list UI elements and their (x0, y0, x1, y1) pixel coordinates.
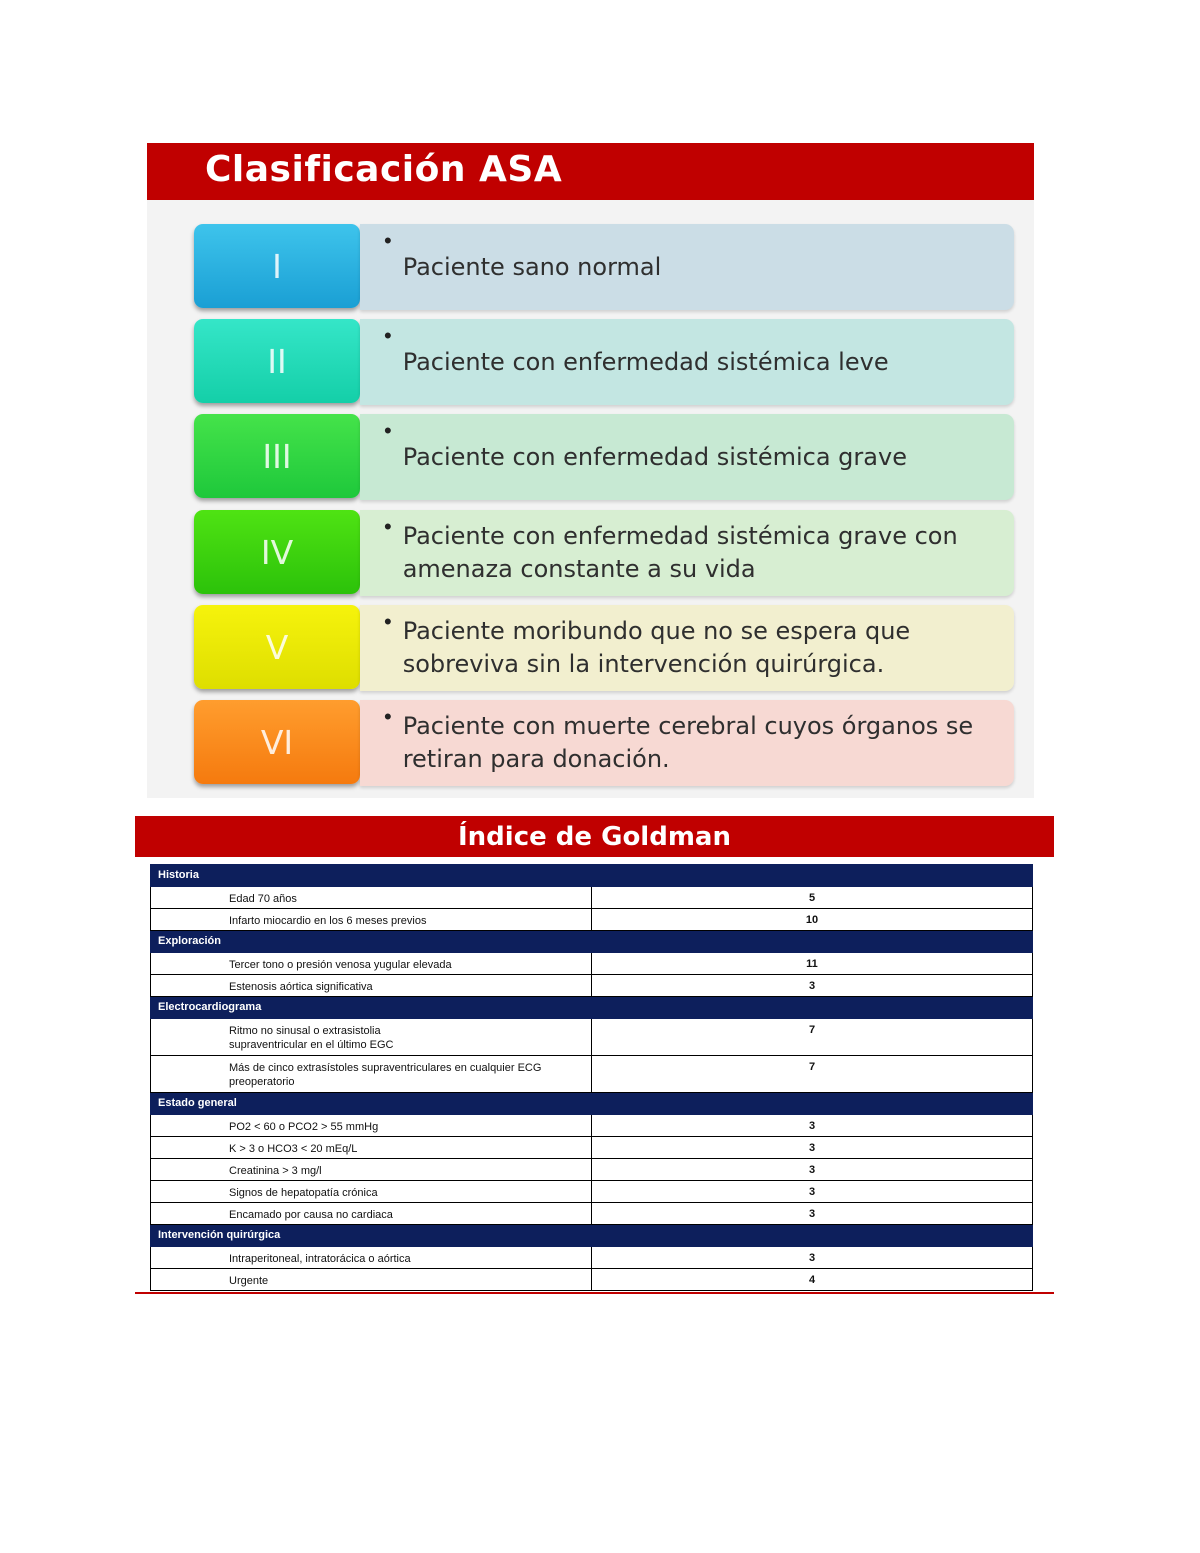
criterion-points: 11 (592, 953, 1033, 975)
criterion-label: Edad 70 años (151, 887, 592, 909)
asa-class-description-box (360, 700, 1014, 786)
asa-class-row (194, 508, 1016, 596)
criterion-label: Creatinina > 3 mg/l (151, 1159, 592, 1181)
asa-class-description: Paciente con enfermedad sistémica grave (402, 442, 907, 471)
goldman-title-banner (135, 816, 1054, 857)
asa-class-badge: VI (194, 700, 360, 784)
asa-class-description-box (360, 224, 1014, 310)
asa-class-description: Paciente con muerte cerebral cuyos órganos se retiran para donación. (402, 712, 974, 773)
section-name: Exploración (151, 931, 592, 953)
goldman-table (150, 864, 1033, 1291)
table-section-header (151, 865, 1033, 887)
table-row (151, 1137, 1033, 1159)
table-row (151, 1019, 1033, 1056)
table-row (151, 1181, 1033, 1203)
table-row (151, 953, 1033, 975)
asa-class-description: Paciente moribundo que no se espera que sobreviva sin la intervención quirúrgica. (402, 617, 911, 678)
criterion-label: Urgente (151, 1269, 592, 1291)
criterion-points: 10 (592, 909, 1033, 931)
asa-class-description-box (360, 414, 1014, 500)
asa-class-badge: III (194, 414, 360, 498)
bullet: • (384, 418, 392, 443)
criterion-label: PO2 < 60 o PCO2 > 55 mmHg (151, 1115, 592, 1137)
table-row (151, 1203, 1033, 1225)
goldman-table-container (150, 864, 1032, 1291)
criterion-points: 3 (592, 1137, 1033, 1159)
criterion-label: K > 3 o HCO3 < 20 mEq/L (151, 1137, 592, 1159)
criterion-label: Intraperitoneal, intratorácica o aórtica (151, 1247, 592, 1269)
section-name: Historia (151, 865, 592, 887)
asa-class-row (194, 603, 1016, 691)
criterion-label: Ritmo no sinusal o extrasistolia supraventricular en el último EGC (151, 1019, 592, 1056)
asa-class-badge: V (194, 605, 360, 689)
table-row (151, 1159, 1033, 1181)
criterion-label: Infarto miocardio en los 6 meses previos (151, 909, 592, 931)
section-name: Intervención quirúrgica (151, 1225, 592, 1247)
asa-class-description: Paciente con enfermedad sistémica leve (402, 347, 889, 376)
goldman-bottom-rule (135, 1292, 1054, 1294)
section-name: Electrocardiograma (151, 997, 592, 1019)
table-row (151, 1269, 1033, 1291)
table-row (151, 1056, 1033, 1093)
table-row (151, 1115, 1033, 1137)
asa-class-badge: I (194, 224, 360, 308)
asa-class-description: Paciente sano normal (402, 252, 662, 281)
asa-title-banner (147, 143, 1034, 200)
asa-class-description: Paciente con enfermedad sistémica grave con amenaza constante a su vida (402, 522, 958, 583)
criterion-points: 3 (592, 975, 1033, 997)
criterion-points: 4 (592, 1269, 1033, 1291)
table-section-header (151, 931, 1033, 953)
criterion-label: Estenosis aórtica significativa (151, 975, 592, 997)
section-name: Estado general (151, 1093, 592, 1115)
bullet: • (384, 514, 392, 539)
criterion-points: 7 (592, 1019, 1033, 1056)
table-row (151, 1247, 1033, 1269)
asa-class-description-box (360, 319, 1014, 405)
criterion-points: 3 (592, 1115, 1033, 1137)
bullet: • (384, 228, 392, 253)
criterion-label: Tercer tono o presión venosa yugular elevada (151, 953, 592, 975)
criterion-points: 3 (592, 1247, 1033, 1269)
asa-class-row (194, 412, 1016, 500)
bullet: • (384, 323, 392, 348)
table-section-header (151, 1225, 1033, 1247)
asa-classification-panel (147, 200, 1034, 798)
criterion-points: 7 (592, 1056, 1033, 1093)
bullet: • (384, 704, 392, 729)
criterion-points: 3 (592, 1203, 1033, 1225)
asa-class-badge: IV (194, 510, 360, 594)
criterion-points: 3 (592, 1181, 1033, 1203)
asa-class-description-box (360, 605, 1014, 691)
asa-class-row (194, 222, 1016, 310)
table-row (151, 887, 1033, 909)
bullet: • (384, 609, 392, 634)
table-section-header (151, 1093, 1033, 1115)
table-row (151, 909, 1033, 931)
criterion-label: Más de cinco extrasístoles supraventriculares en cualquier ECG preoperatorio (151, 1056, 592, 1093)
table-row (151, 975, 1033, 997)
asa-class-row (194, 698, 1016, 786)
table-section-header (151, 997, 1033, 1019)
asa-class-row (194, 317, 1016, 405)
goldman-title: Índice de Goldman (458, 821, 731, 852)
asa-class-badge: II (194, 319, 360, 403)
criterion-label: Encamado por causa no cardiaca (151, 1203, 592, 1225)
asa-title: Clasificación ASA (205, 149, 563, 190)
asa-class-description-box (360, 510, 1014, 596)
criterion-label: Signos de hepatopatía crónica (151, 1181, 592, 1203)
criterion-points: 3 (592, 1159, 1033, 1181)
criterion-points: 5 (592, 887, 1033, 909)
